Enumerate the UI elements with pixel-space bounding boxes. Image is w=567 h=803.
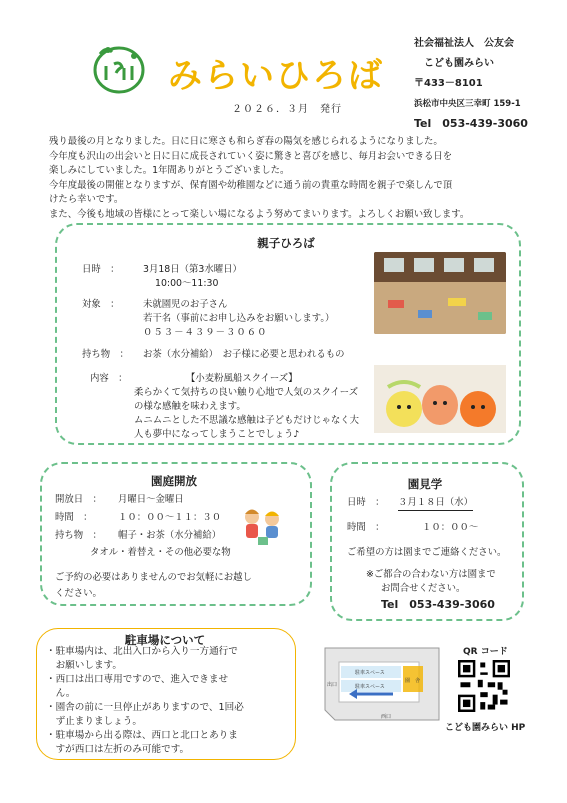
garden-items-2: タオル・着替え・その他必要な物 [90, 547, 231, 558]
intro-line: 今年度最後の開催となりますが、保育園や幼稚園などに通う前の貴重な時間を親子で楽しんで頂 [49, 179, 453, 191]
parking-item: すが西口は左折のみ可能です。 [46, 744, 190, 755]
parking-item: お願いします。 [46, 660, 122, 671]
tour-date: ３月１８日（水） [398, 496, 473, 511]
organization-info [414, 34, 528, 134]
parking-item: ず止まりましょう。 [46, 716, 142, 727]
parking-item: ・西口は出口専用ですので、進入できませ [46, 674, 229, 685]
oyako-target-label: 対象 ： [82, 299, 120, 310]
map-parking-2: 駐車スペース [355, 684, 385, 690]
parking-heading: 駐車場について [124, 633, 206, 647]
parking-item: ん。 [46, 688, 76, 699]
school-name: こども園みらい [414, 58, 494, 69]
oyako-date: 3月18日（第3水曜日） [143, 264, 242, 275]
oyako-items-label: 持ち物 ： [82, 349, 129, 360]
tour-note-2: ※ご都合の合わない方は園まで [366, 569, 496, 580]
tour-date-label: 日時 ： [347, 497, 385, 508]
oyako-heading: 親子ひろば [257, 236, 315, 250]
map-parking-1: 駐車スペース [355, 670, 385, 676]
postal-code: 〒433－8101 [414, 78, 483, 89]
parking-item: ・園舎の前に一旦停止がありますので、1回必 [46, 702, 244, 713]
oyako-content-title: 【小麦粉風船スクイーズ】 [186, 373, 298, 384]
parking-map [319, 640, 445, 736]
garden-days: 月曜日～金曜日 [118, 494, 184, 505]
oyako-content-line: 柔らかくて気持ちの良い触り心地で人気のスクイーズ [134, 387, 359, 398]
tour-note-3: お問合せください。 [381, 583, 466, 594]
map-building: 園 舎 [405, 678, 421, 684]
oyako-content-line: 人も夢中になってしまうことでしょう♪ [134, 429, 300, 440]
map-west-gate: 西口 [381, 714, 392, 720]
map-exit: 出口 [327, 682, 338, 688]
oyako-time: 10:00～11:30 [155, 278, 219, 289]
tour-phone: Tel 053-439-3060 [381, 598, 495, 611]
garden-note: ご予約の必要はありませんのでお気軽にお越し [55, 572, 252, 583]
qr-code[interactable] [458, 660, 510, 712]
oyako-content-line: の様な感触を味わえます。 [134, 401, 246, 412]
garden-heading: 園庭開放 [151, 474, 197, 488]
issue-date: ２０２６．３月 発行 [232, 104, 342, 115]
intro-line: 楽しみにしていました。1年間ありがとうございました。 [49, 165, 290, 177]
garden-time: １０：００～１１：３０ [118, 512, 222, 523]
squishy-photo [374, 365, 506, 433]
oyako-target-tel: ０５３－４３９－３０６０ [143, 327, 268, 338]
intro-line: けたら幸いです。 [49, 194, 124, 206]
intro-line: 残り最後の月となりました。日に日に寒さも和らぎ春の陽気を感じられるようになりました。 [49, 136, 443, 147]
children-illustration-icon [238, 505, 286, 547]
intro-text [49, 135, 529, 223]
oyako-date-label: 日時 ： [82, 264, 120, 275]
address: 浜松市中央区三幸町 159-1 [414, 99, 521, 109]
garden-note-2: ください。 [55, 588, 102, 599]
tour-note: ご希望の方は園までご連絡ください。 [347, 547, 507, 558]
garden-items-label: 持ち物 ： [55, 530, 102, 541]
garden-day-label: 開放日 ： [55, 494, 102, 505]
phone: Tel 053-439-3060 [414, 117, 528, 130]
parking-item: ・駐車場内は、北出入口から入り一方通行で [46, 646, 238, 657]
tour-heading: 園見学 [407, 477, 443, 491]
playroom-photo [374, 252, 506, 334]
oyako-content-label: 内容 ： [90, 373, 128, 384]
qr-caption: こども園みらい HP [445, 723, 526, 733]
garden-time-label: 時間 ： [55, 512, 93, 523]
tour-time: １０：００～ [422, 522, 479, 533]
oyako-items: お茶（水分補給） お子様に必要と思われるもの [143, 349, 345, 360]
qr-label: QR コード [463, 647, 508, 657]
org-name: 社会福祉法人 公友会 [414, 38, 514, 49]
oyako-content-line: ムニムニとした不思議な感触は子どもだけじゃなく大 [134, 415, 360, 426]
parking-list [46, 645, 291, 757]
tour-time-label: 時間 ： [347, 522, 385, 533]
intro-line: 今年度も沢山の出会いと日に日に成長されていく姿に驚きと喜びを感じ、毎月お会いできる日を [49, 150, 453, 162]
newsletter-title: みらいひろば [168, 56, 384, 96]
oyako-target-note: 若干名（事前にお申し込みをお願いします。） [143, 313, 335, 324]
logo-icon [90, 42, 148, 94]
oyako-target: 未就園児のお子さん [143, 299, 228, 310]
parking-item: ・駐車場から出る際は、西口と北口とありま [46, 730, 238, 741]
intro-line: また、今後も地域の皆様にとって楽しい場になるよう努めてまいります。よろしくお願い致します。 [49, 208, 470, 220]
garden-items: 帽子・お茶（水分補給） [118, 530, 222, 541]
